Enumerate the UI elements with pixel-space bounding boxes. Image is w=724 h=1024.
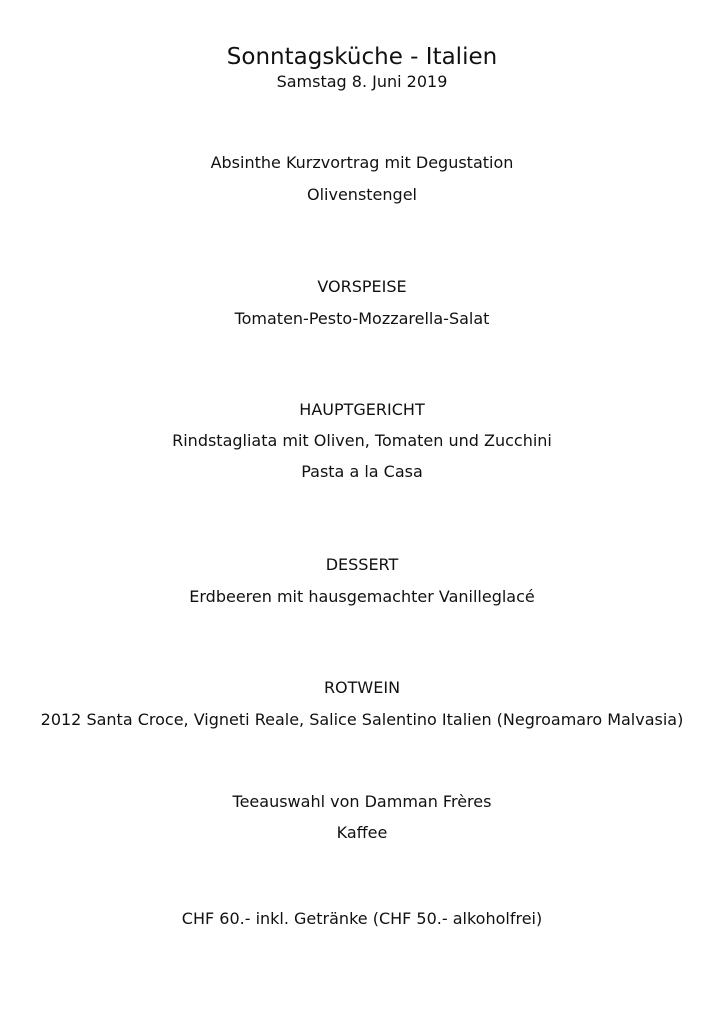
main-course-heading: HAUPTGERICHT: [299, 400, 425, 419]
event-date: Samstag 8. Juni 2019: [276, 72, 448, 91]
coffee-item: Kaffee: [336, 823, 388, 842]
dessert-heading: DESSERT: [325, 555, 399, 574]
red-wine-item: 2012 Santa Croce, Vigneti Reale, Salice Salentino Italien (Negroamaro Malvasia): [40, 710, 684, 729]
dessert-item: Erdbeeren mit hausgemachter Vanilleglacé: [189, 587, 535, 606]
main-course-item-1: Rindstagliata mit Oliven, Tomaten und Zucchini: [172, 431, 552, 450]
main-course-item-2: Pasta a la Casa: [301, 462, 423, 481]
aperitif-item-1: Absinthe Kurzvortrag mit Degustation: [210, 153, 514, 172]
starter-item: Tomaten-Pesto-Mozzarella-Salat: [234, 309, 490, 328]
red-wine-heading: ROTWEIN: [323, 678, 401, 697]
starter-heading: VORSPEISE: [317, 277, 407, 296]
price-line: CHF 60.- inkl. Getränke (CHF 50.- alkoholfrei): [181, 909, 543, 928]
tea-item: Teeauswahl von Damman Frères: [232, 792, 492, 811]
page-title: Sonntagsküche - Italien: [226, 44, 498, 70]
aperitif-item-2: Olivenstengel: [307, 185, 417, 204]
